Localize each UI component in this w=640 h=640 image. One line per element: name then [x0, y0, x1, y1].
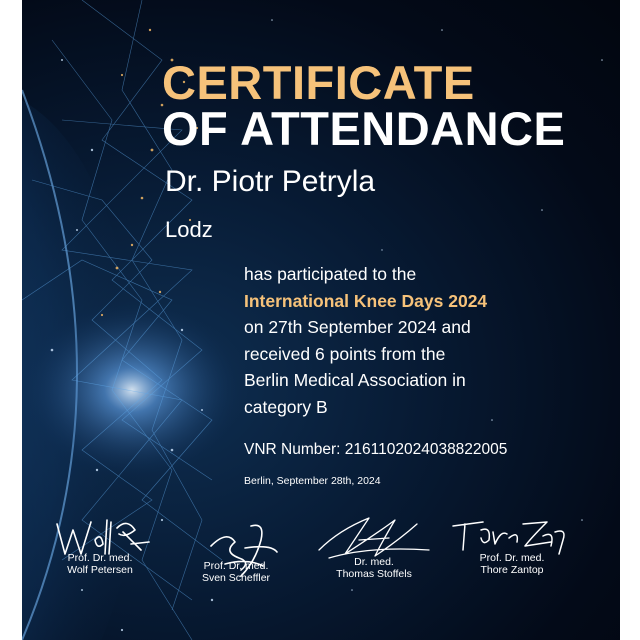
statement-line: received 6 points from the: [244, 343, 446, 364]
recipient-name: Dr. Piotr Petryla: [165, 165, 376, 198]
event-name: International Knee Days 2024: [244, 290, 488, 311]
recipient-city: Lodz: [165, 217, 213, 242]
statement-line: category B: [244, 396, 328, 417]
certificate-title-line2: OF ATTENDANCE: [162, 102, 566, 155]
signatory-name: Wolf Petersen: [67, 564, 133, 576]
signature-block-scheffler: [166, 510, 306, 584]
signatory-title: Prof. Dr. med.: [203, 560, 269, 572]
signatory-title: Prof. Dr. med.: [67, 552, 133, 564]
signature-block-petersen: [30, 510, 170, 576]
certificate: [22, 0, 620, 640]
signatory-title: Dr. med.: [354, 556, 394, 568]
statement-line: Berlin Medical Association in: [244, 370, 466, 390]
statement-line: has participated to the: [244, 264, 417, 284]
attendance-statement: [244, 261, 574, 420]
signature-block-zantop: [442, 510, 582, 576]
place-and-date: Berlin, September 28th, 2024: [244, 475, 381, 487]
signatory-title: Prof. Dr. med.: [479, 552, 545, 564]
signatory-name: Sven Scheffler: [201, 572, 271, 584]
certificate-title-line1: CERTIFICATE: [162, 56, 475, 109]
signatory-name: Thore Zantop: [480, 564, 544, 576]
statement-line: on 27th September 2024 and: [244, 317, 471, 337]
signatory-name: Thomas Stoffels: [336, 568, 412, 580]
vnr-number: VNR Number: 2161102024038822005: [244, 441, 508, 458]
signature-block-stoffels: [304, 510, 444, 580]
